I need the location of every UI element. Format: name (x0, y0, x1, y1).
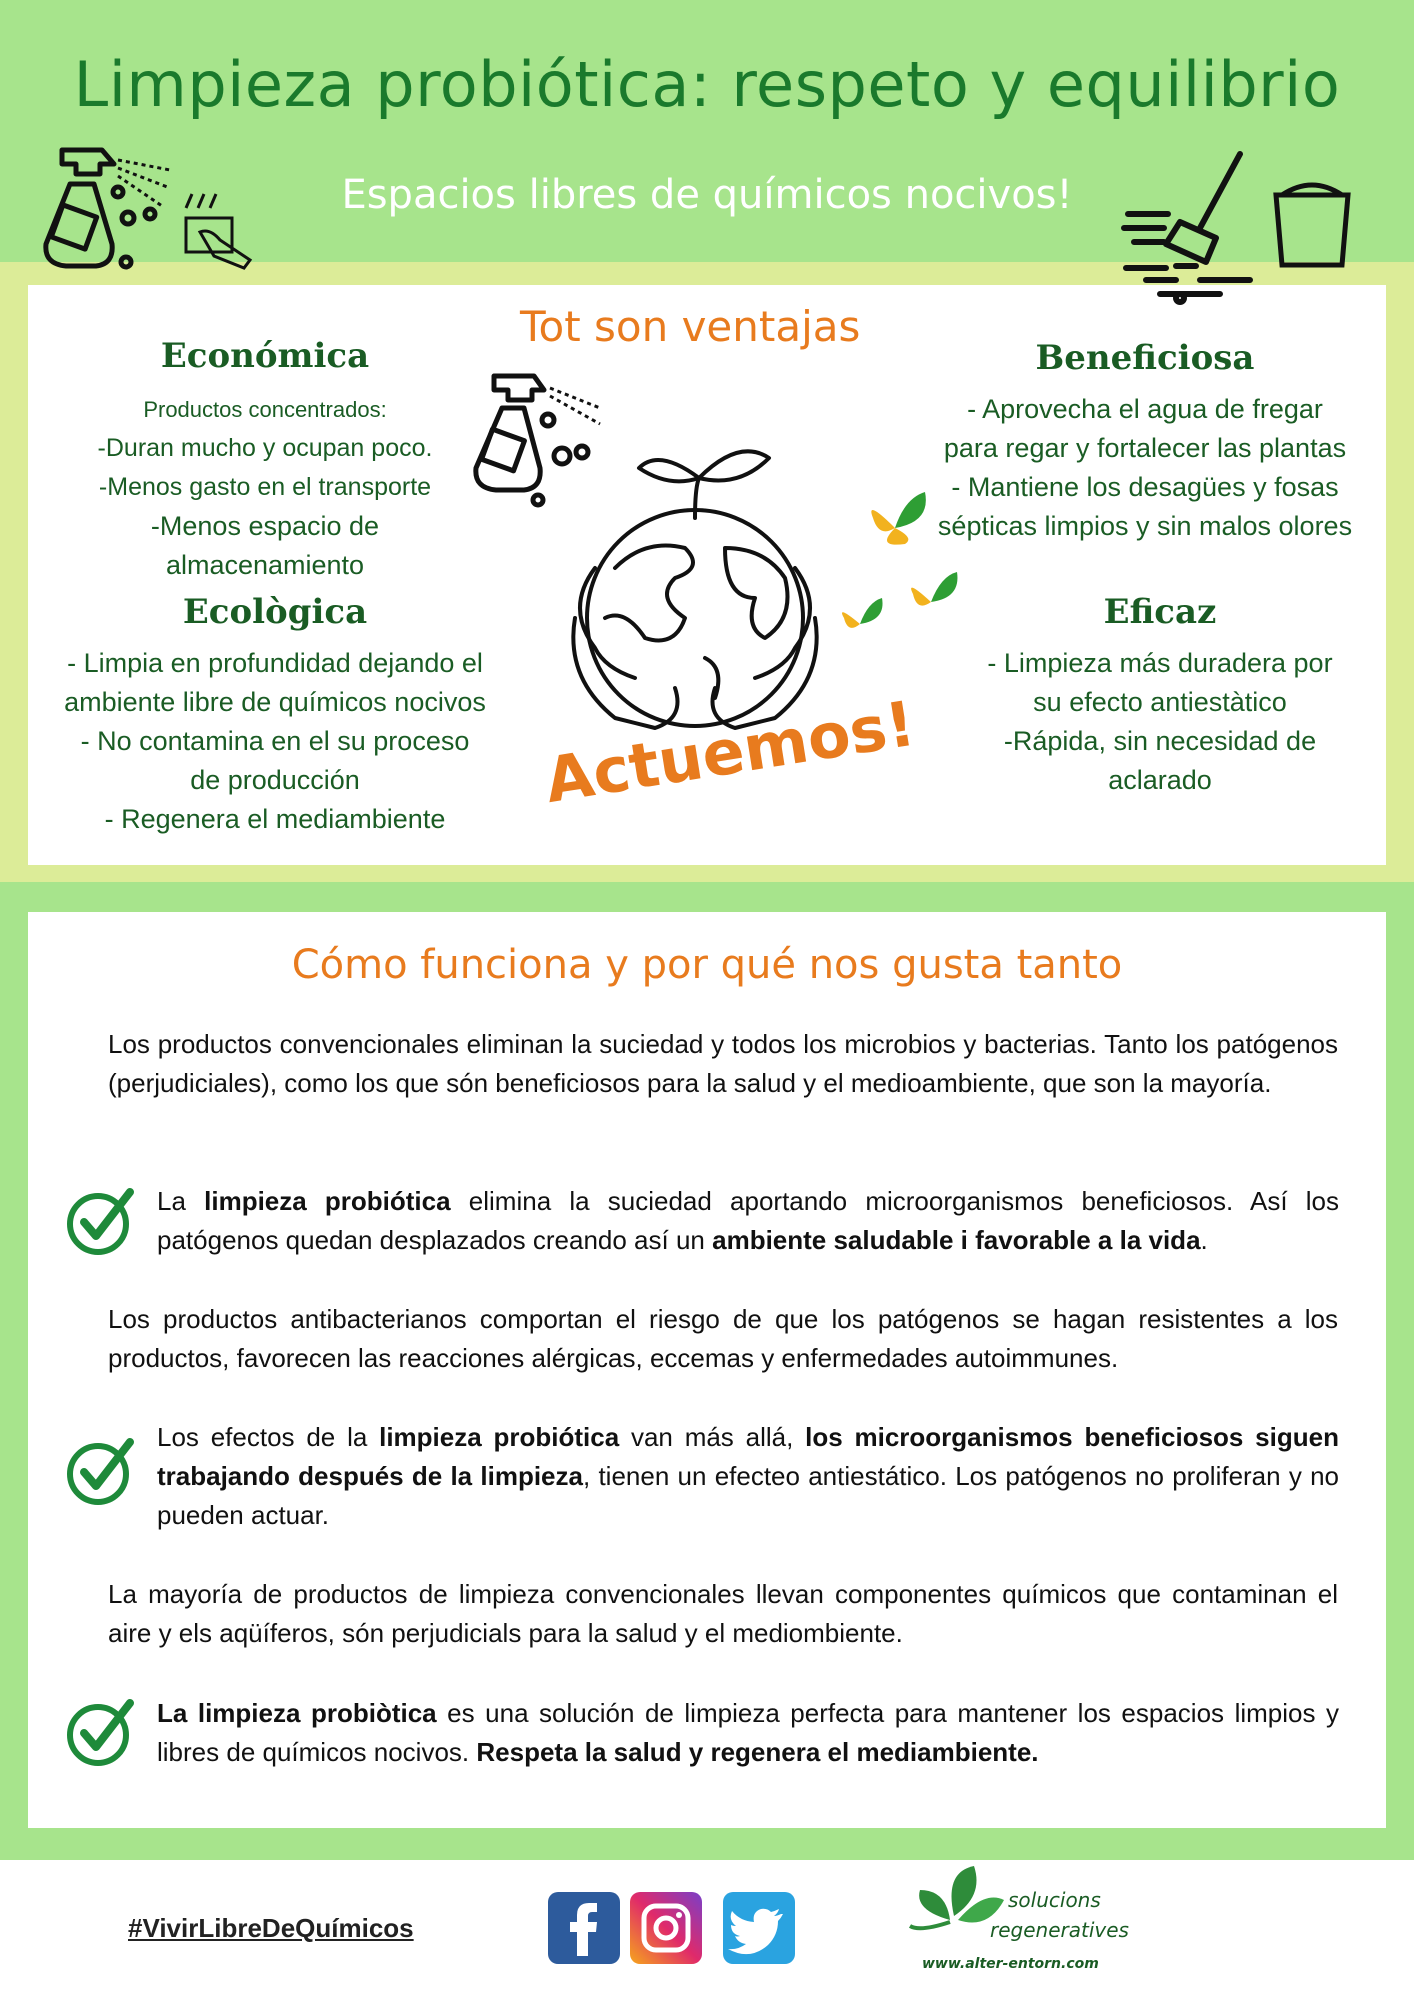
logo-line2: regeneratives (990, 1918, 1129, 1942)
bucket-icon (1272, 185, 1352, 271)
hashtag-link[interactable]: #VivirLibreDeQuímicos (128, 1913, 414, 1943)
economica-line: -Menos espacio de (150, 511, 380, 541)
eficaz-line: - Limpieza más duradera por (987, 648, 1333, 678)
economica-heading: Económica (160, 336, 370, 376)
text: es una solución de limpieza perfecta para mantener los espacios limpios y libres de químicos nocivos. (157, 1698, 1339, 1767)
eficaz-line: -Rápida, sin necesidad de (1003, 726, 1317, 756)
ecologica-line: - No contamina en el su proceso (80, 726, 470, 756)
economica-line: almacenamiento (165, 550, 365, 580)
text: Los efectos de la (157, 1422, 380, 1452)
beneficiosa-line: - Aprovecha el agua de fregar (967, 394, 1323, 424)
ecologica-line: de producción (190, 765, 360, 795)
checkmark-icon (66, 1697, 136, 1767)
paragraph-1: Los productos convencionales eliminan la suciedad y todos los microbios y bacterias. Tanto los patógenos (perjudiciales), como los que són beneficiosos para la salud y el medioambiente, que son la mayoría. (108, 1029, 1338, 1098)
economica-text (65, 390, 465, 585)
text: , tienen un efecteo antiestático. Los patógenos no proliferan y no pueden actuar. (157, 1461, 1340, 1530)
eficaz-line: aclarado (1108, 765, 1212, 795)
paragraph-3: La mayoría de productos de limpieza convencionales llevan componentes químicos que contaminan el aire y els aqüíferos, són perjudicials para la salud y el mediombiente. (108, 1579, 1338, 1648)
bold-text: limpieza probiótica (379, 1422, 620, 1452)
ecologica-heading: Ecològica (182, 592, 368, 632)
page-title: Limpieza probiótica: respeto y equilibrio (73, 48, 1341, 121)
bold-text: La limpieza probiòtica (157, 1698, 437, 1728)
check-paragraph-2 (157, 1418, 1339, 1535)
bold-text: ambiente saludable i favorable a la vida (712, 1225, 1201, 1255)
twitter-icon[interactable] (723, 1892, 795, 1964)
ecologica-line: ambiente libre de químicos nocivos (64, 687, 486, 717)
instagram-icon[interactable] (630, 1892, 702, 1964)
checkmark-icon (66, 1186, 136, 1256)
text: van más allá, (619, 1422, 806, 1452)
logo-url[interactable]: www.alter-entorn.com (922, 1956, 1099, 1972)
funciona-title: Cómo funciona y por qué nos gusta tanto (291, 942, 1123, 988)
checkmark-icon (66, 1436, 136, 1506)
beneficiosa-line: - Mantiene los desagües y fosas (951, 472, 1339, 502)
beneficiosa-line: para regar y fortalecer las plantas (943, 433, 1347, 463)
butterfly-icon (905, 568, 961, 624)
call-to-action: Actuemos! (540, 686, 920, 818)
text: . (1200, 1225, 1208, 1255)
beneficiosa-text (915, 390, 1375, 546)
check-paragraph-3 (157, 1694, 1339, 1772)
beneficiosa-line: sépticas limpios y sin malos olores (937, 511, 1353, 541)
text: La (157, 1186, 205, 1216)
economica-line: -Duran mucho y ocupan poco. (97, 434, 433, 462)
bold-text: los microorganismos beneficiosos siguen trabajando después de la limpieza (157, 1422, 1339, 1491)
beneficiosa-heading: Beneficiosa (1035, 338, 1255, 378)
butterfly-icon (838, 594, 886, 642)
page-subtitle: Espacios libres de químicos nocivos! (341, 172, 1073, 218)
eficaz-heading: Eficaz (1103, 592, 1217, 632)
bold-text: Respeta la salud y regenera el mediambiente. (476, 1737, 1039, 1767)
facebook-icon[interactable] (548, 1892, 620, 1964)
ecologica-line: - Limpia en profundidad dejando el (67, 648, 483, 678)
economica-line: -Menos gasto en el transporte (98, 473, 432, 501)
butterfly-icon (865, 488, 929, 552)
mop-icon (1120, 148, 1260, 304)
eficaz-line: su efecto antiestàtico (1033, 687, 1287, 717)
ecologica-text (40, 644, 510, 839)
eficaz-text (945, 644, 1375, 800)
ventajas-title: Tot son ventajas (520, 302, 861, 351)
text: elimina la suciedad aportando microorganismos beneficiosos. Así los patógenos quedan desplazados creando así un (157, 1186, 1339, 1255)
ecologica-line: - Regenera el mediambiente (104, 804, 446, 834)
economica-line: Productos concentrados: (143, 397, 387, 422)
bold-text: limpieza probiótica (204, 1186, 451, 1216)
wiping-hand-icon (180, 190, 260, 270)
spray-bottle-icon (22, 130, 172, 270)
globe-hands-sprout-icon (555, 418, 855, 738)
paragraph-2: Los productos antibacterianos comportan el riesgo de que los patógenos se hagan resistentes a los productos, favorecen las reacciones alérgicas, eccemas y enfermedades autoimmunes. (108, 1304, 1338, 1373)
logo-line1: solucions (1008, 1888, 1101, 1912)
check-paragraph-1 (157, 1182, 1339, 1260)
